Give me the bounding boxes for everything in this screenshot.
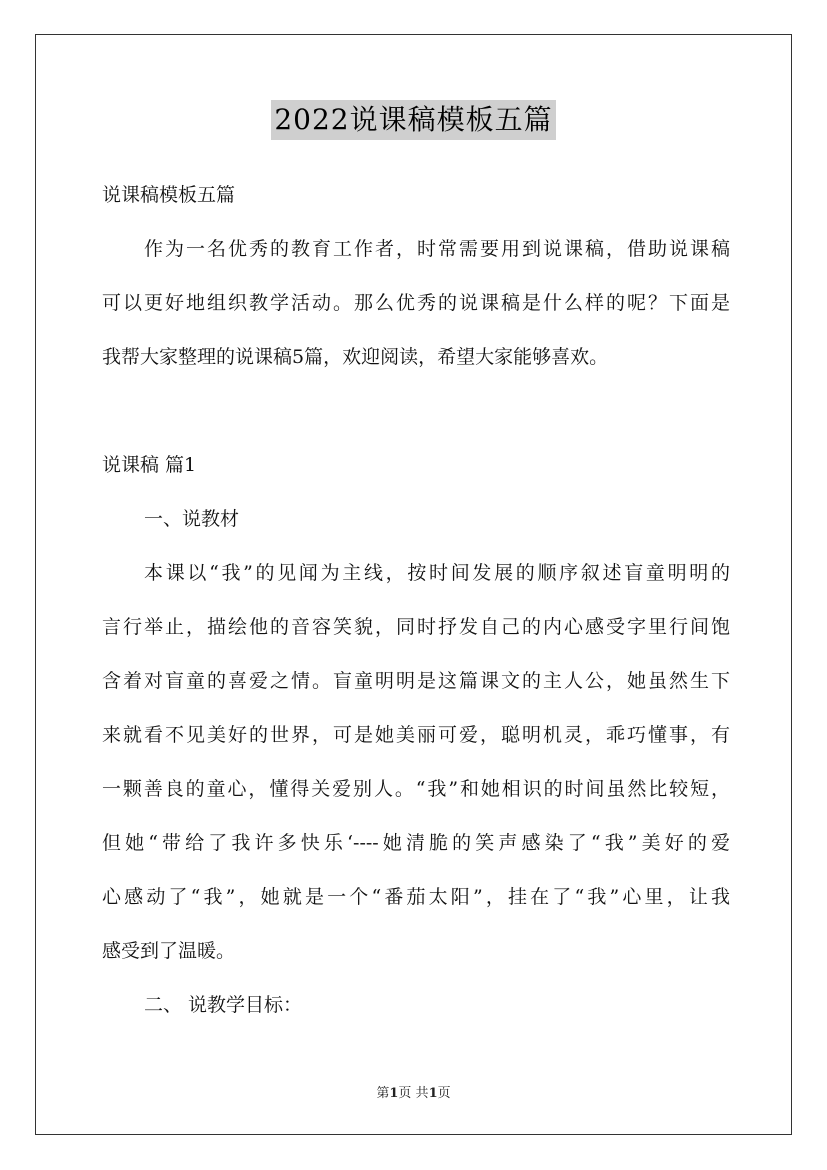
paragraph-line: 一颗善良的童心，懂得关爱别人。“我”和她相识的时间虽然比较短， xyxy=(102,778,730,800)
footer-mid: 页 共 xyxy=(398,1086,429,1101)
page-footer xyxy=(0,1082,827,1101)
footer-suffix: 页 xyxy=(437,1086,451,1101)
paragraph-line: 本课以“我”的见闻为主线，按时间发展的顺序叙述盲童明明的 xyxy=(144,562,730,584)
intro-line: 作为一名优秀的教育工作者，时常需要用到说课稿，借助说课稿 xyxy=(144,238,730,260)
part-heading: 二、 说教学目标： xyxy=(144,994,303,1016)
part-heading: 一、说教材 xyxy=(144,508,240,530)
section-heading: 说课稿 篇1 xyxy=(102,454,197,476)
intro-line: 可以更好地组织教学活动。那么优秀的说课稿是什么样的呢？下面是 xyxy=(102,292,730,314)
document-title: 2022说课稿模板五篇 xyxy=(271,100,555,140)
intro-line: 我帮大家整理的说课稿5篇，欢迎阅读，希望大家能够喜欢。 xyxy=(102,346,609,368)
paragraph-line: 言行举止，描绘他的音容笑貌，同时抒发自己的内心感受字里行间饱 xyxy=(102,616,730,638)
document-subtitle: 说课稿模板五篇 xyxy=(102,184,236,206)
paragraph-line: 但她“带给了我许多快乐‘----她清脆的笑声感染了“我”美好的爱 xyxy=(102,832,730,854)
paragraph-line: 感受到了温暖。 xyxy=(102,940,236,962)
title-container xyxy=(0,100,827,140)
footer-page-number: 1 xyxy=(389,1086,399,1101)
footer-prefix: 第 xyxy=(376,1086,390,1101)
paragraph-line: 心感动了“我”，她就是一个“番茄太阳”，挂在了“我”心里，让我 xyxy=(102,886,730,908)
paragraph-line: 来就看不见美好的世界，可是她美丽可爱，聪明机灵，乖巧懂事，有 xyxy=(102,724,730,746)
footer-page-total: 1 xyxy=(428,1086,438,1101)
paragraph-line: 含着对盲童的喜爱之情。盲童明明是这篇课文的主人公，她虽然生下 xyxy=(102,670,730,692)
